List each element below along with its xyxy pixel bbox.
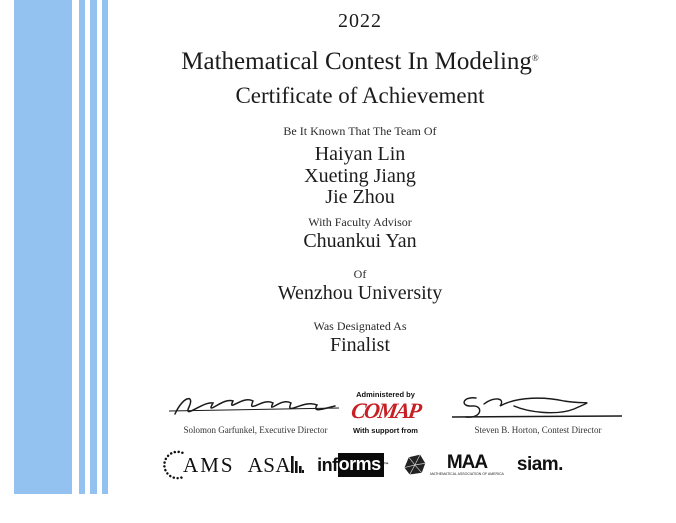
of-label: Of — [353, 266, 367, 281]
designation-label: Was Designated As — [313, 318, 407, 333]
designation-value: Finalist — [329, 333, 390, 356]
intro-line: Be It Known That The Team Of — [283, 124, 437, 138]
team-list — [110, 144, 610, 209]
maa-polyhedron-icon — [401, 452, 427, 478]
maa-label: MAA — [446, 452, 488, 474]
certificate-title-text: Mathematical Contest In Modeling — [181, 48, 532, 75]
asa-logo — [248, 453, 305, 478]
certificate-year: 2022 — [338, 10, 382, 32]
registered-mark: ® — [531, 53, 539, 63]
informs-prefix: inf — [317, 454, 338, 475]
sponsor-logo-row — [110, 447, 610, 483]
informs-logo — [317, 453, 388, 477]
team-member: Xueting Jiang — [304, 164, 416, 187]
asa-bars-icon — [291, 454, 304, 476]
left-band-wide — [14, 0, 72, 494]
signature-name-left: Solomon Garfunkel, Executive Director — [183, 425, 328, 435]
institution-name: Wenzhou University — [277, 281, 443, 304]
signature-block-right — [448, 394, 628, 435]
team-member: Jie Zhou — [325, 186, 395, 208]
left-band-stripe-1 — [79, 0, 85, 494]
certificate-subtitle: Certificate of Achievement — [235, 83, 485, 108]
signature-horton-icon — [450, 394, 626, 424]
ams-logo — [157, 449, 235, 481]
team-member: Haiyan Lin — [314, 143, 406, 165]
administered-by-label: Administered by — [356, 390, 415, 399]
signature-name-right: Steven B. Horton, Contest Director — [474, 425, 602, 435]
signature-garfunkel-icon — [167, 392, 345, 424]
comap-logo: COMAP — [349, 398, 422, 423]
administered-by-block — [333, 390, 438, 435]
certificate-body — [110, 0, 610, 356]
support-label: With support from — [353, 426, 418, 435]
asa-label: ASA — [247, 452, 292, 477]
advisor-name: Chuankui Yan — [303, 229, 417, 252]
advisor-label: With Faculty Advisor — [308, 214, 412, 229]
maa-logo — [401, 452, 504, 478]
siam-logo: siam. — [516, 454, 563, 475]
left-band-stripe-2 — [90, 0, 97, 494]
maa-text-stack — [430, 453, 504, 477]
signature-block-left — [163, 392, 348, 435]
certificate-title — [110, 48, 610, 76]
ams-label: AMS — [183, 452, 235, 477]
informs-trademark: ™ — [383, 462, 389, 468]
maa-caption: MATHEMATICAL ASSOCIATION OF AMERICA — [430, 472, 504, 477]
left-band-stripe-3 — [102, 0, 108, 494]
informs-suffix: orms — [338, 453, 384, 477]
